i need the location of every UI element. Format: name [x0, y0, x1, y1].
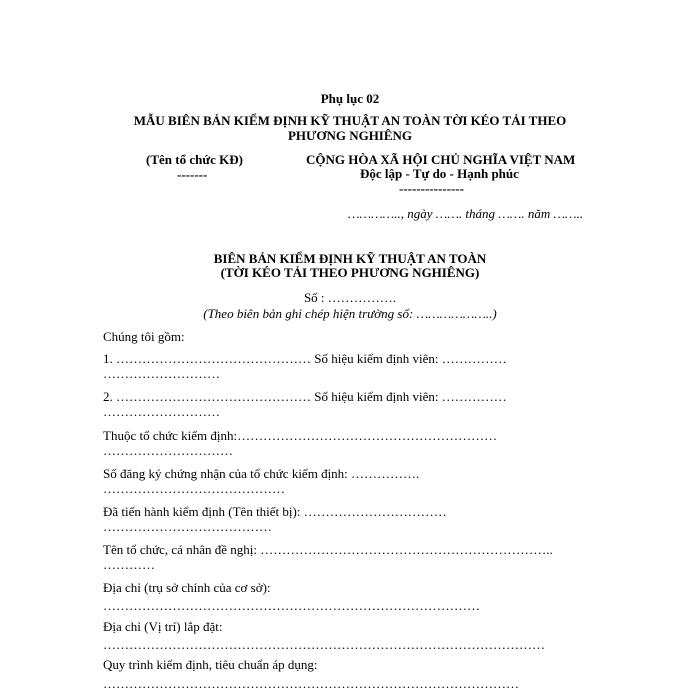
inspection-org-continuation: …………………………	[103, 443, 233, 458]
install-location-line: …………………………………………………………………………………………	[103, 637, 545, 652]
national-motto: Độc lập - Tự do - Hạnh phúc	[360, 166, 519, 181]
device-name-continuation: …………………………………	[103, 519, 272, 534]
requester-continuation: …………	[103, 557, 155, 572]
inspector-2-continuation: ………………………	[103, 404, 220, 419]
national-separator: ---------------	[399, 181, 464, 196]
certificate-number-continuation: ……………………………………	[103, 481, 285, 496]
procedure-line: ……………………………………………………………………………………	[103, 676, 519, 691]
org-name-placeholder: (Tên tổ chức KĐ)	[146, 152, 243, 167]
form-title-line1: MẪU BIÊN BẢN KIỂM ĐỊNH KỸ THUẬT AN TOÀN TỜI KÉO TẢI THEO	[133, 113, 567, 128]
requester-line: Tên tổ chức, cá nhân đề nghị: …………………………………………………………..	[103, 542, 553, 557]
inspector-1-continuation: ………………………	[103, 366, 220, 381]
intro-text: Chúng tôi gồm:	[103, 329, 185, 344]
national-name: CỘNG HÒA XÃ HỘI CHỦ NGHĨA VIỆT NAM	[306, 152, 576, 167]
headquarters-address-line: ……………………………………………………………………………	[103, 598, 480, 613]
device-name-line: Đã tiến hành kiểm định (Tên thiết bị): ……………………………	[103, 504, 447, 519]
field-record-note: (Theo biên bản ghi chép hiện trường số: ………………..)	[203, 306, 497, 321]
appendix-label: Phụ lục 02	[320, 91, 380, 106]
inspection-org-line: Thuộc tổ chức kiểm định:……………………………………………………	[103, 428, 498, 443]
org-separator: -------	[177, 167, 208, 182]
date-line: ………….., ngày ……. tháng ……. năm ……..	[348, 206, 584, 221]
document-title-line1: BIÊN BẢN KIỂM ĐỊNH KỸ THUẬT AN TOÀN	[213, 251, 487, 266]
install-location-label: Địa chỉ (Vị trí) lắp đặt:	[103, 619, 223, 634]
form-title-line2: PHƯƠNG NGHIÊNG	[287, 128, 413, 143]
inspector-2-line: 2. ……………………………………… Số hiệu kiểm định viên: ……………	[103, 389, 507, 404]
document-title-line2: (TỜI KÉO TẢI THEO PHƯƠNG NGHIÊNG)	[220, 265, 480, 280]
certificate-number-line: Số đăng ký chứng nhận của tổ chức kiểm định: …………….	[103, 466, 420, 481]
document-number: Số : …………….	[303, 290, 397, 305]
headquarters-address-label: Địa chỉ (trụ sở chính của cơ sở):	[103, 580, 271, 595]
procedure-label: Quy trình kiểm định, tiêu chuẩn áp dụng:	[103, 657, 318, 672]
inspector-1-line: 1. ……………………………………… Số hiệu kiểm định viên: ……………	[103, 351, 507, 366]
